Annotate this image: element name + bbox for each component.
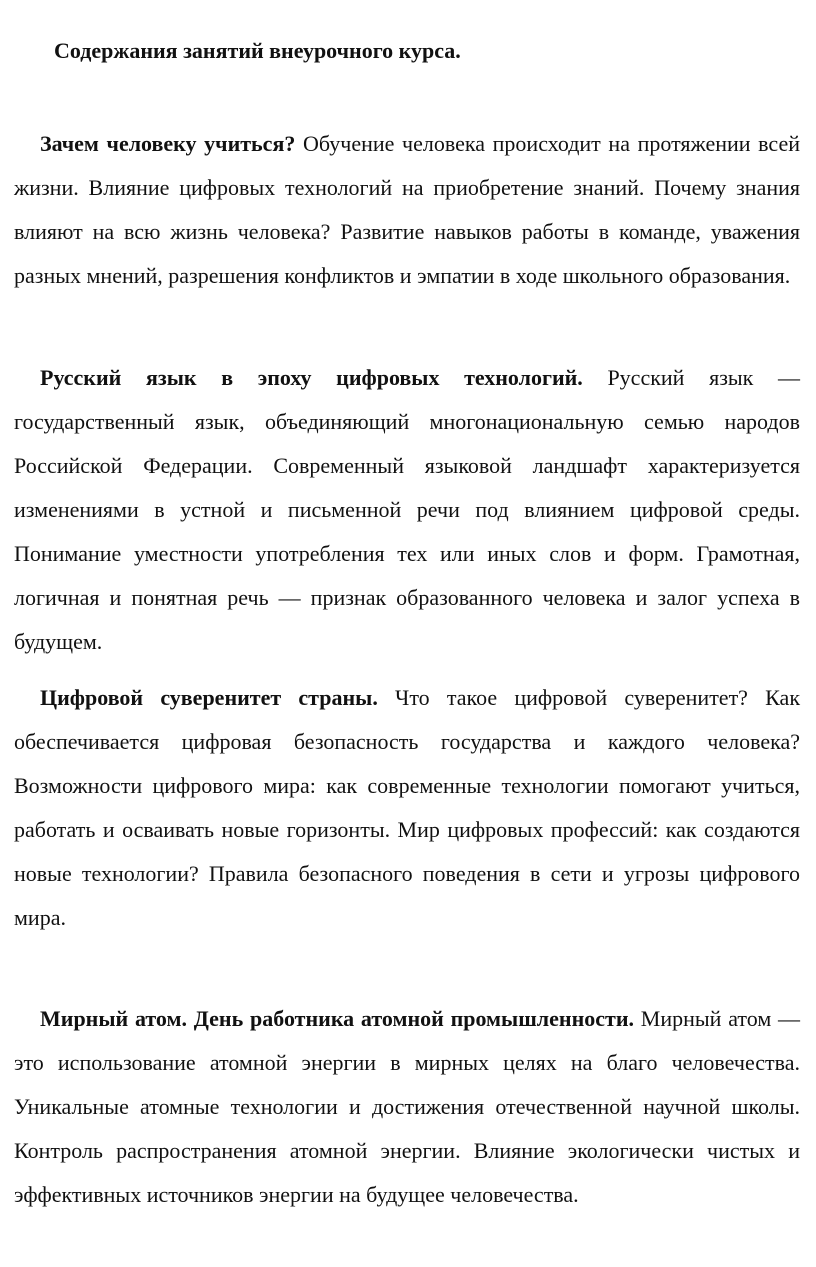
section-paragraph-3 [14, 676, 800, 940]
section-text-1: Обучение человека происходит на протяжении всей жизни. Влияние цифровых технологий на приобретение знаний. Почему знания влияют на всю жизнь человека? Развитие навыков работы в команде, уважения разных мнений, разрешения конфликтов и эмпатии в ходе школьного образования. [14, 131, 801, 288]
section-heading-1: Зачем человеку учиться? [40, 131, 296, 156]
document-title: Содержания занятий внеурочного курса. [54, 38, 461, 63]
section-heading-2: Русский язык в эпоху цифровых технологий. [40, 365, 583, 390]
section-paragraph-1 [14, 122, 800, 298]
section-heading-4: Мирный атом. День работника атомной промышленности. [40, 1006, 634, 1031]
section-paragraph-4 [14, 997, 800, 1217]
section-text-4: Мирный атом — это использование атомной энергии в мирных целях на благо человечества. Уникальные атомные технологии и достижения отечественной научной школы. Контроль распространения атомной энергии. Влияние экологически чистых и эффективных источников энергии на будущее человечества. [14, 1006, 801, 1207]
section-text-2: Русский язык — государственный язык, объединяющий многонациональную семью народов Российской Федерации. Современный языковой ландшафт характеризуется изменениями в устной и письменной речи под влиянием цифровой среды. Понимание уместности употребления тех или иных слов и форм. Грамотная, логичная и понятная речь — признак образованного человека и залог успеха в будущем. [14, 365, 800, 654]
section-heading-3: Цифровой суверенитет страны. [40, 685, 378, 710]
section-text-3: Что такое цифровой суверенитет? Как обеспечивается цифровая безопасность государства и каждого человека? Возможности цифрового мира: как современные технологии помогают учиться, работать и осваивать новые горизонты. Мир цифровых профессий: как создаются новые технологии? Правила безопасного поведения в сети и угрозы цифрового мира. [14, 685, 801, 930]
section-paragraph-2 [14, 356, 800, 664]
